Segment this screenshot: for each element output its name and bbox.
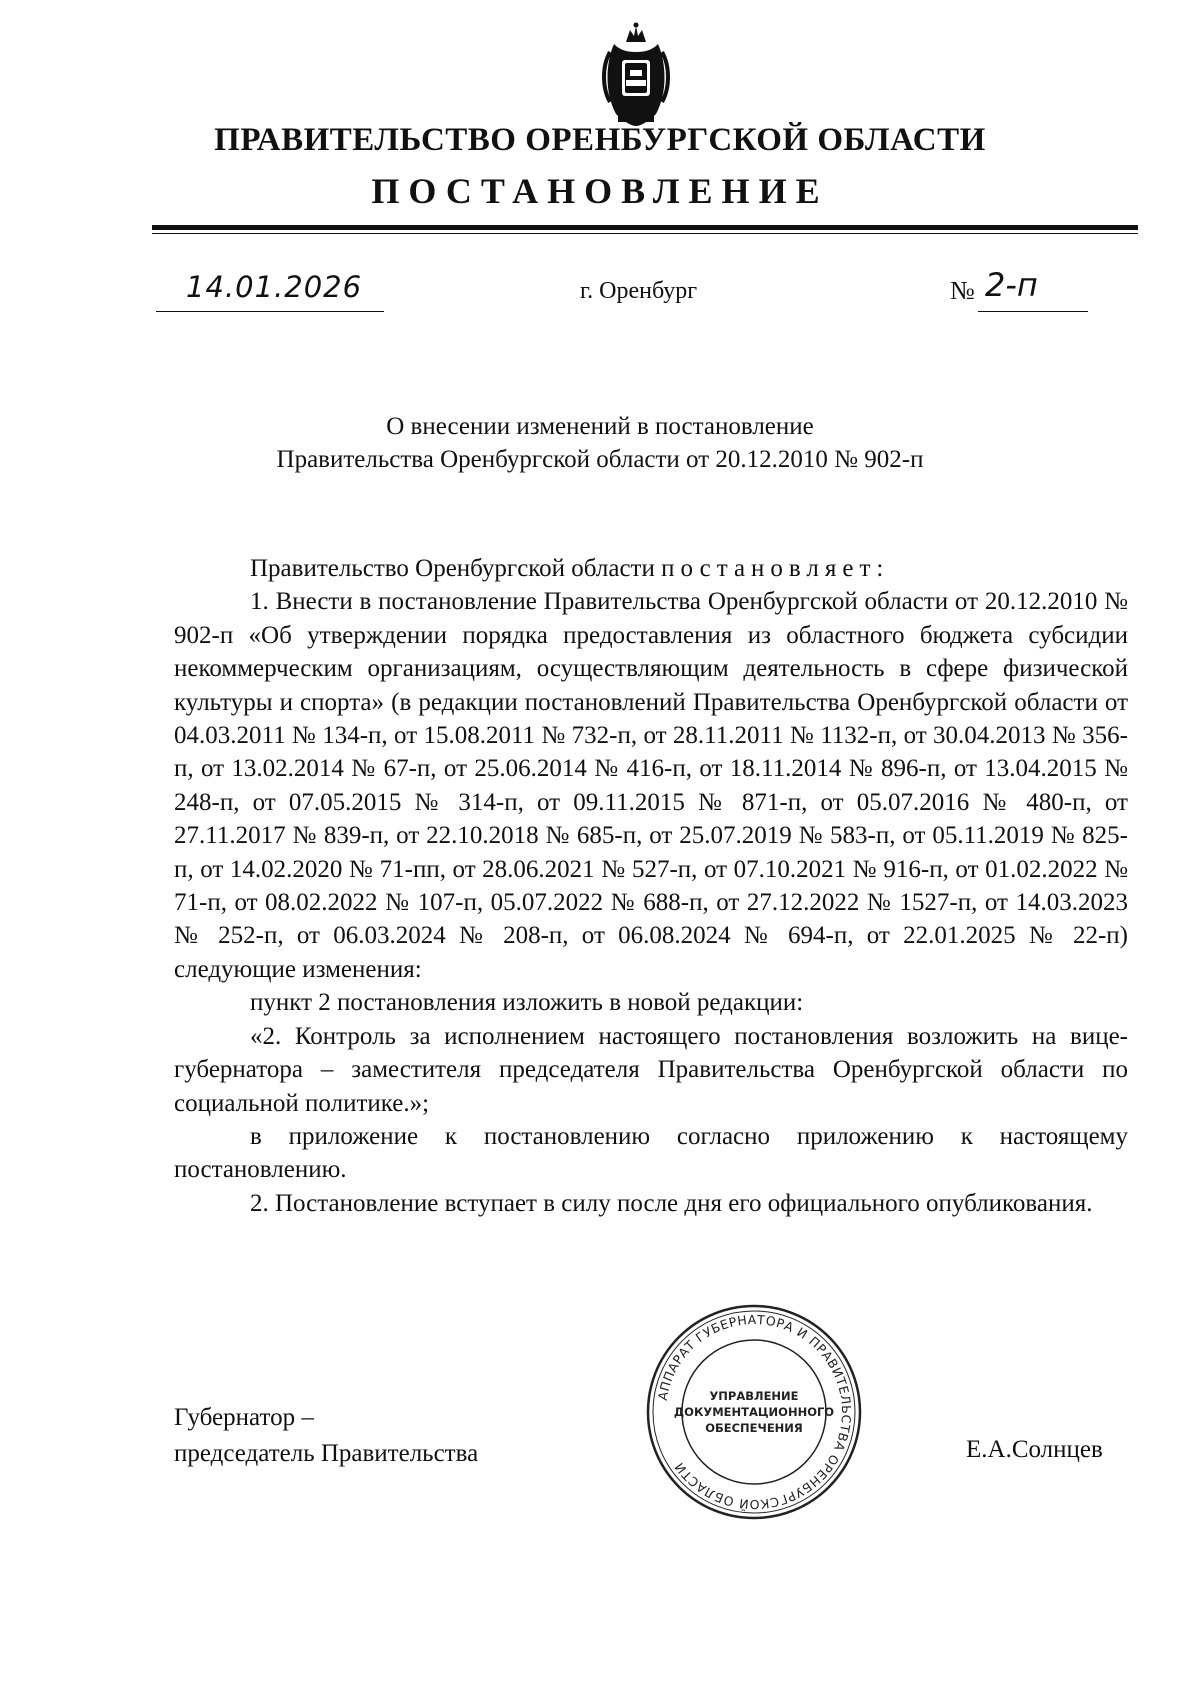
document-city: г. Оренбург [580, 278, 698, 304]
signatory-title [174, 1400, 478, 1472]
stamp-ring-text: АППАРАТ ГУБЕРНАТОРА И ПРАВИТЕЛЬСТВА ОРЕНБУРГСКОЙ ОБЛАСТИ [654, 1311, 855, 1513]
signatory-name: Е.А.Солнцев [966, 1436, 1103, 1463]
paragraph-5: 2. Постановление вступает в силу после дня его официального опубликования. [250, 1189, 1093, 1217]
document-body [174, 552, 1128, 1220]
intro-verb: постановляет: [661, 555, 890, 582]
document-type-title: ПОСТАНОВЛЕНИЕ [371, 171, 829, 211]
paragraph-1: 1. Внести в постановление Правительства Оренбургской области от 20.12.2010 № 902-п «Об утверждении порядка предоставления из областного бюджета субсидии некоммерческим организациям, осуществляющим деятельность в сфере физической культуры и спорта» (в редакции постановлений Правительства Оренбургской области от 04.03.2011 № 134-п, от 15.08.2011 № 732-п, от 28.11.2011 № 1132-п, от 30.04.2013 № 356-п, от 13.02.2014 № 67-п, от 25.06.2014 № 416-п, от 18.11.2014 № 896-п, от 13.04.2015 № 248-п, от 07.05.2015 № 314-п, от 09.11.2015 № 871-п, от 05.07.2016 № 480-п, от 27.11.2017 № 839-п, от 22.10.2018 № 685-п, от 25.07.2019 № 583-п, от 05.11.2019 № 825-п, от 14.02.2020 № 71-пп, от 28.06.2021 № 527-п, от 07.10.2021 № 916-п, от 01.02.2022 № 71-п, от 08.02.2022 № 107-п, 05.07.2022 № 688-п, от 27.12.2022 № 1527-п, от 14.03.2023 № 252-п, от 06.03.2024 № 208-п, от 06.08.2024 № 694-п, от 22.01.2025 № 22-п) следующие изменения: [174, 588, 1128, 983]
document-number: 2-п [985, 266, 1038, 304]
document-date: 14.01.2026 [186, 270, 363, 304]
header-rule-thick [152, 225, 1138, 230]
stamp-center-line-2: ДОКУМЕНТАЦИОННОГО [673, 1405, 835, 1419]
signatory-title-line-1: Губернатор – [174, 1404, 314, 1431]
coat-of-arms-icon [596, 22, 676, 128]
paragraph-2: пункт 2 постановления изложить в новой редакции: [250, 989, 804, 1017]
intro-text: Правительство Оренбургской области [250, 555, 655, 582]
subject-line-1: О внесении изменений в постановление [386, 413, 814, 440]
header-rule-thin [152, 233, 1138, 234]
stamp-center-line-1: УПРАВЛЕНИЕ [709, 1389, 799, 1403]
document-subject [150, 410, 1050, 476]
paragraph-3: «2. Контроль за исполнением настоящего постановления возложить на вице-губернатора – заместителя председателя Правительства Оренбургской области по социальной политике.»; [174, 1022, 1128, 1117]
body-intro [174, 552, 1128, 585]
stamp-center-line-3: ОБЕСПЕЧЕНИЯ [705, 1421, 803, 1435]
official-stamp-icon [645, 1303, 863, 1521]
org-title: ПРАВИТЕЛЬСТВО ОРЕНБУРГСКОЙ ОБЛАСТИ [214, 122, 986, 158]
number-label: № [950, 276, 975, 305]
paragraph-4: в приложение к постановлению согласно приложению к настоящему постановлению. [174, 1122, 1128, 1184]
subject-line-2: Правительства Оренбургской области от 20.12.2010 № 902-п [276, 446, 924, 473]
signatory-title-line-2: председатель Правительства [174, 1440, 479, 1467]
